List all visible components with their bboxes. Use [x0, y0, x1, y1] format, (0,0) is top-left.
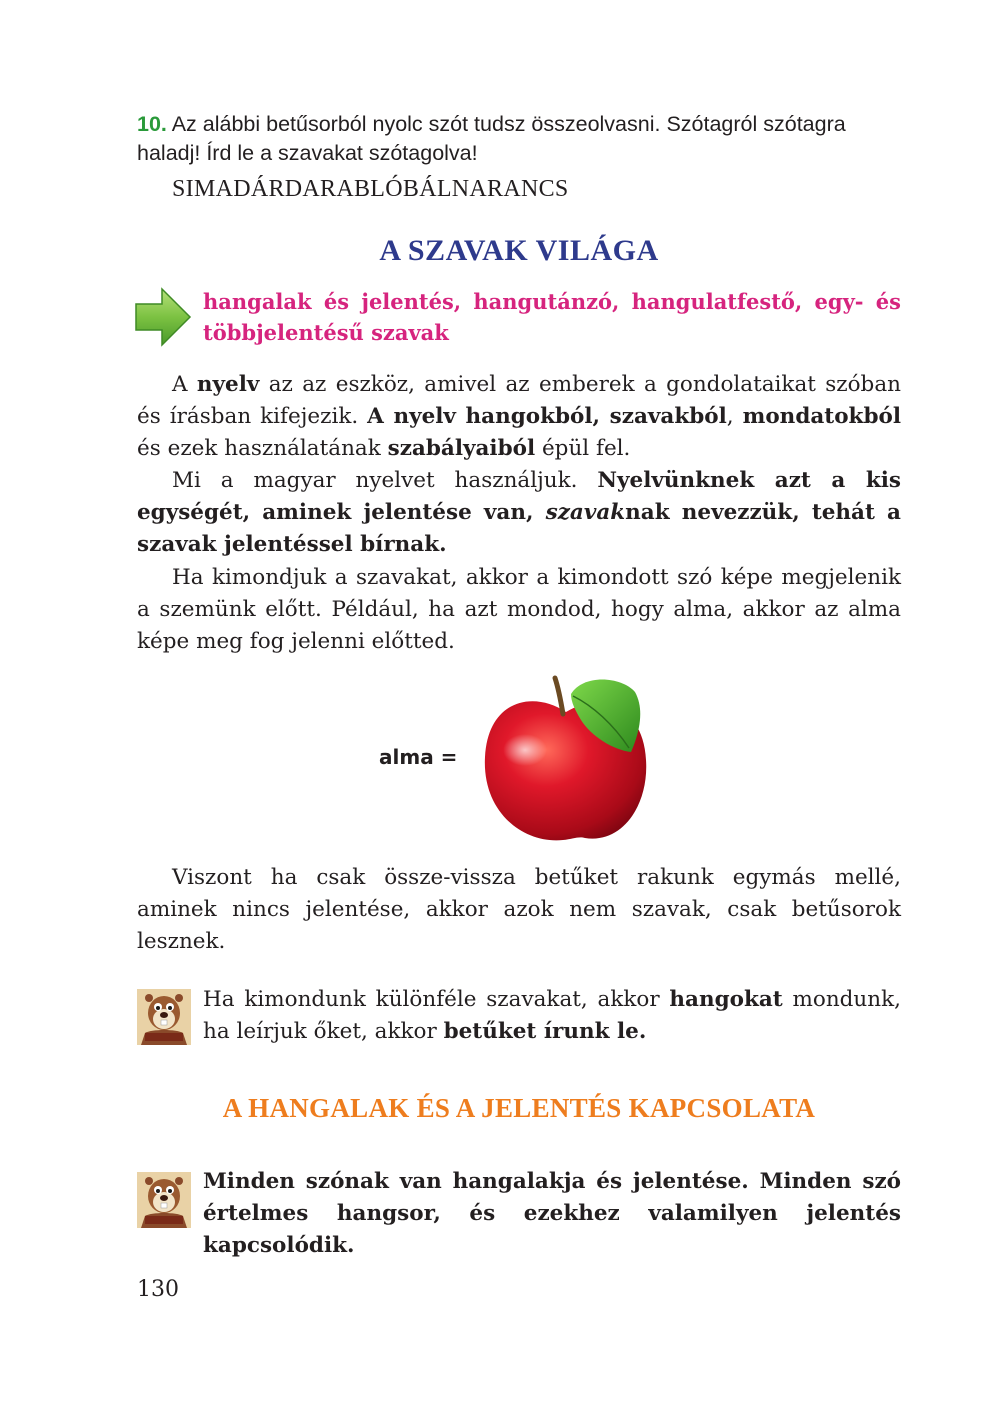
text: épül fel. — [535, 436, 631, 461]
arrow-right-icon — [134, 287, 192, 347]
text: , — [726, 404, 743, 429]
bold-text: A nyelv hangokból, szavakból — [367, 404, 727, 429]
bold-text: szabályaiból — [387, 436, 536, 461]
bold-text: hangokat — [669, 987, 783, 1012]
section-title-hangalak-jelentes: A HANGALAK ÉS A JELENTÉS KAPCSOLATA — [222, 1093, 816, 1123]
bold-text: Nyelvünknek azt a kis egységét, aminek jelentése van, — [137, 468, 901, 525]
paragraph-magyar-nyelv — [137, 465, 901, 561]
task-number: 10. — [137, 112, 167, 136]
text: Mi a magyar nyelvet használjuk. — [172, 468, 598, 493]
beaver-mascot-icon — [137, 1172, 191, 1228]
beaver-mascot-icon — [137, 989, 191, 1045]
section-title-szavak-vilaga: A SZAVAK VILÁGA — [379, 234, 659, 267]
text: az az eszköz, amivel az emberek a gondolataikat szóban és írásban kifejezik. — [137, 372, 901, 429]
bold-italic-text: szavak — [545, 500, 626, 525]
text: mondunk, ha leírjuk őket, akkor — [203, 987, 901, 1044]
bold-text: nyelv — [196, 372, 260, 397]
page-number: 130 — [137, 1277, 179, 1302]
letter-sequence: SIMADÁRDARABLÓBÁLNARANCS — [172, 176, 569, 202]
apple-image — [463, 672, 669, 850]
text: Ha kimondjuk a szavakat, akkor a kimondott szó képe megjelenik a szemünk előtt. Például, ha azt mondod, hogy alma, akkor az alma képe meg fog jelenni előtted. — [137, 565, 901, 654]
bold-text: nak nevezzük, tehát a szavak jelentéssel bírnak. — [137, 500, 901, 557]
task-instruction: Az alábbi betűsorból nyolc szót tudsz összeolvasni. Szótagról szótagra haladj! Írd le a szavakat szótagolva! — [137, 112, 846, 165]
paragraph-betusorok — [137, 862, 901, 958]
paragraph-kimondjuk — [137, 562, 901, 658]
note-hangalak-jelentes: Minden szónak van hangalakja és jelentése. Minden szó értelmes hangsor, és ezekhez valamilyen jelentés kapcsolódik. — [203, 1169, 901, 1258]
task-10 — [137, 110, 901, 168]
note-hangok-betuk — [203, 984, 901, 1048]
apple-label: alma = — [379, 745, 458, 769]
bold-text: mondatokból — [742, 404, 901, 429]
bold-text: betűket írunk le. — [443, 1019, 647, 1044]
keywords: hangalak és jelentés, hangutánzó, hangulatfestő, egy- és többjelentésű szavak — [203, 289, 901, 345]
text: és ezek használatának — [137, 436, 388, 461]
text: A — [172, 372, 197, 397]
text: Ha kimondunk különféle szavakat, akkor — [203, 987, 670, 1012]
text: Viszont ha csak össze-vissza betűket rakunk egymás mellé, aminek nincs jelentése, akkor azok nem szavak, csak betűsorok lesznek. — [137, 865, 901, 954]
paragraph-nyelv — [137, 369, 901, 465]
